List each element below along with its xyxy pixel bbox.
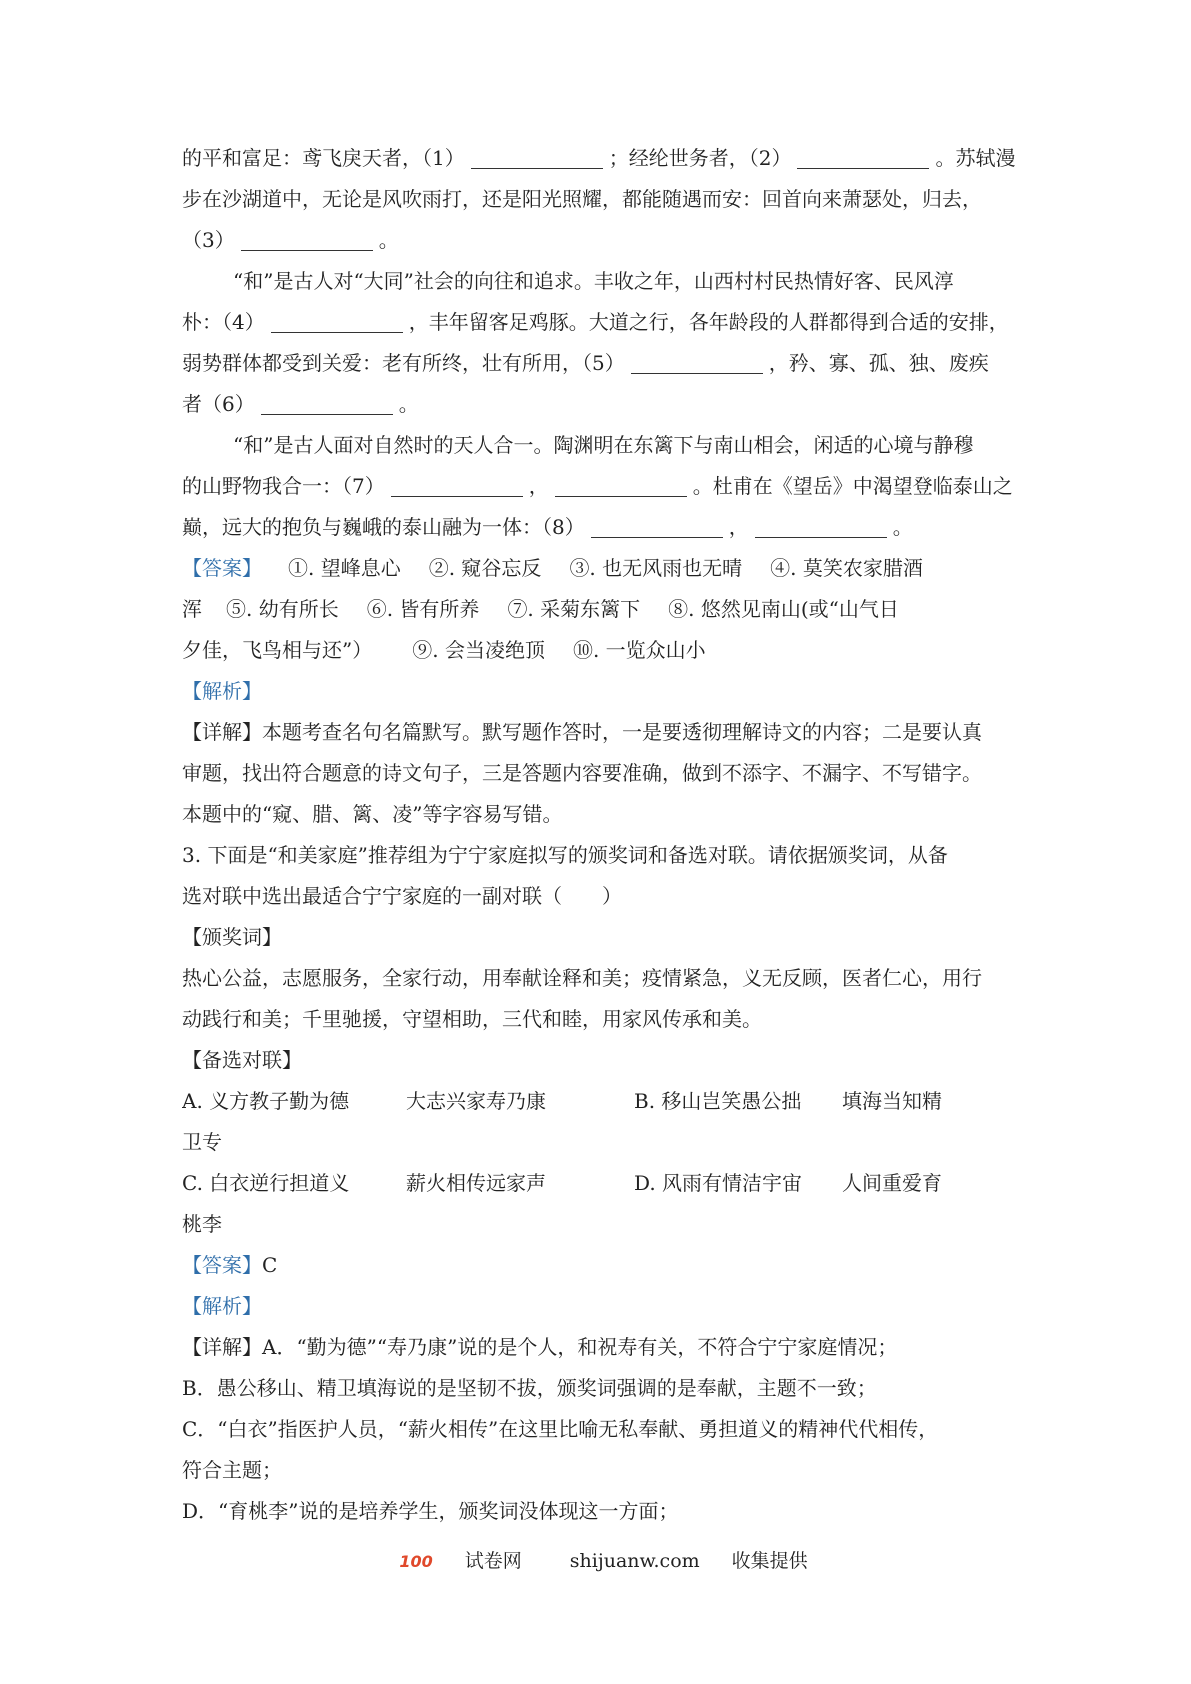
answer-tag: 【答案】 xyxy=(182,1253,262,1277)
page-footer xyxy=(0,1546,1191,1573)
answer-line xyxy=(182,1245,1020,1286)
text-span: 弱势群体都受到关爱：老有所终，壮有所用，（5） xyxy=(182,351,625,375)
option-continuation: 卫专 xyxy=(182,1130,222,1154)
option-a-upper: A. 义方教子勤为德 xyxy=(182,1089,350,1113)
text-line xyxy=(182,220,1020,261)
couplet-tag: 【备选对联】 xyxy=(182,1048,302,1072)
answer-line xyxy=(182,548,1020,589)
text-line: “和”是古人面对自然时的天人合一。陶渊明在东篱下与南山相会，闲适的心境与静穆 xyxy=(233,433,974,457)
text-line: 本题中的“窥、腊、篱、凌”等字容易写错。 xyxy=(182,802,563,826)
text-span: ；经纶世务者，（2） xyxy=(608,146,792,170)
fill-blank-2 xyxy=(797,142,929,169)
option-b-upper: B. 移山岂笑愚公拙 xyxy=(634,1089,802,1113)
answer-item: ⑨. 会当凌绝顶 xyxy=(412,638,545,662)
question-stem: 选对联中选出最适合宁宁家庭的一副对联（ ） xyxy=(182,884,622,908)
text-span: ， xyxy=(728,515,749,539)
text-line: 动践行和美；千里驰援，守望相助，三代和睦，用家风传承和美。 xyxy=(182,1007,762,1031)
answer-item: ④. 莫笑农家腊酒 xyxy=(770,556,923,580)
text-span: 者（6） xyxy=(182,392,255,416)
option-line xyxy=(182,1081,1020,1122)
site-logo xyxy=(383,1550,537,1572)
document-page xyxy=(182,138,1020,1532)
logo-number: 100 xyxy=(399,1552,433,1571)
text-span: 。 xyxy=(892,515,913,539)
text-span: 。苏轼漫 xyxy=(935,146,1016,170)
text-line: 符合主题； xyxy=(182,1458,282,1482)
text-line: B．愚公移山、精卫填海说的是坚韧不拔，颁奖词强调的是奉献，主题不一致； xyxy=(182,1376,877,1400)
text-line: 审题，找出符合题意的诗文句子，三是答题内容要准确，做到不添字、不漏字、不写错字。 xyxy=(182,761,982,785)
option-continuation: 桃李 xyxy=(182,1212,222,1236)
fill-blank-4 xyxy=(271,306,403,333)
footer-note: 收集提供 xyxy=(731,1550,808,1572)
fill-blank-7a xyxy=(391,470,523,497)
analysis-tag: 【解析】 xyxy=(182,679,262,703)
answer-line xyxy=(182,589,1020,630)
fill-blank-5 xyxy=(631,347,763,374)
text-span: 。 xyxy=(398,392,419,416)
answer-item: ⑩. 一览众山小 xyxy=(572,638,706,662)
text-line xyxy=(182,302,1020,343)
option-line xyxy=(182,1163,1020,1204)
text-span: ，丰年留客足鸡豚。大道之行，各年龄段的人群都得到合适的安排， xyxy=(408,310,1009,334)
text-span: ，矜、寡、孤、独、废疾 xyxy=(768,351,989,375)
text-span: 朴：（4） xyxy=(182,310,265,334)
answer-item: ⑤. 幼有所长 xyxy=(226,597,339,621)
answer-item: ⑥. 皆有所养 xyxy=(366,597,480,621)
text-span: 。 xyxy=(378,228,399,252)
option-d-upper: D. 风雨有情洁宇宙 xyxy=(634,1171,803,1195)
text-line xyxy=(182,138,1020,179)
answer-tag: 【答案】 xyxy=(182,556,262,580)
text-span: 浑 xyxy=(182,597,202,621)
text-line: D．“育桃李”说的是培养学生，颁奖词没体现这一方面； xyxy=(182,1499,679,1523)
fill-blank-8a xyxy=(591,511,723,538)
award-tag: 【颁奖词】 xyxy=(182,925,282,949)
text-line: 【详解】本题考查名句名篇默写。默写题作答时，一是要透彻理解诗文的内容；二是要认真 xyxy=(182,720,982,744)
text-line xyxy=(182,507,1020,548)
text-span: 巅，远大的抱负与巍峨的泰山融为一体：（8） xyxy=(182,515,585,539)
text-line: 热心公益，志愿服务，全家行动，用奉献诠释和美；疫情紧急，义无反顾，医者仁心，用行 xyxy=(182,966,982,990)
site-url: shijuanw.com xyxy=(569,1550,700,1572)
answer-line xyxy=(182,630,1020,671)
answer-item: ②. 窥谷忘反 xyxy=(428,556,542,580)
fill-blank-7b xyxy=(555,470,687,497)
answer-item: ⑦. 采菊东篱下 xyxy=(507,597,641,621)
text-line: 【详解】A．“勤为德”“寿乃康”说的是个人，和祝寿有关，不符合宁宁家庭情况； xyxy=(182,1335,898,1359)
text-span: 夕佳，飞鸟相与还”） xyxy=(182,638,373,662)
text-span: 的山野物我合一：（7） xyxy=(182,474,385,498)
text-line xyxy=(182,466,1020,507)
text-span: 的平和富足：鸢飞戾天者，（1） xyxy=(182,146,465,170)
option-d-lower: 人间重爱育 xyxy=(842,1171,942,1195)
answer-item: ①. 望峰息心 xyxy=(288,556,401,580)
logo-text: 试卷网 xyxy=(464,1550,522,1572)
option-c-upper: C. 白衣逆行担道义 xyxy=(182,1171,350,1195)
fill-blank-3 xyxy=(241,224,373,251)
option-a-lower: 大志兴家寿乃康 xyxy=(406,1089,546,1113)
text-span: ， xyxy=(528,474,549,498)
text-span: （3） xyxy=(182,228,235,252)
fill-blank-6 xyxy=(261,388,393,415)
answer-item: ⑧. 悠然见南山(或“山气日 xyxy=(668,597,899,621)
answer-item: ③. 也无风雨也无晴 xyxy=(569,556,743,580)
fill-blank-1 xyxy=(471,142,603,169)
text-span: 。杜甫在《望岳》中渴望登临泰山之 xyxy=(692,474,1013,498)
text-line xyxy=(182,343,1020,384)
text-line: C．“白衣”指医护人员，“薪火相传”在这里比喻无私奉献、勇担道义的精神代代相传， xyxy=(182,1417,939,1441)
analysis-tag: 【解析】 xyxy=(182,1294,262,1318)
fill-blank-8b xyxy=(755,511,887,538)
option-c-lower: 薪火相传远家声 xyxy=(406,1171,546,1195)
answer-value: C xyxy=(262,1253,278,1277)
text-line xyxy=(182,384,1020,425)
option-b-lower: 填海当知精 xyxy=(842,1089,942,1113)
question-stem: 3. 下面是“和美家庭”推荐组为宁宁家庭拟写的颁奖词和备选对联。请依据颁奖词，从备 xyxy=(182,843,948,867)
text-line: 步在沙湖道中，无论是风吹雨打，还是阳光照耀，都能随遇而安：回首向来萧瑟处，归去， xyxy=(182,187,982,211)
text-line: “和”是古人对“大同”社会的向往和追求。丰收之年，山西村村民热情好客、民风淳 xyxy=(233,269,954,293)
